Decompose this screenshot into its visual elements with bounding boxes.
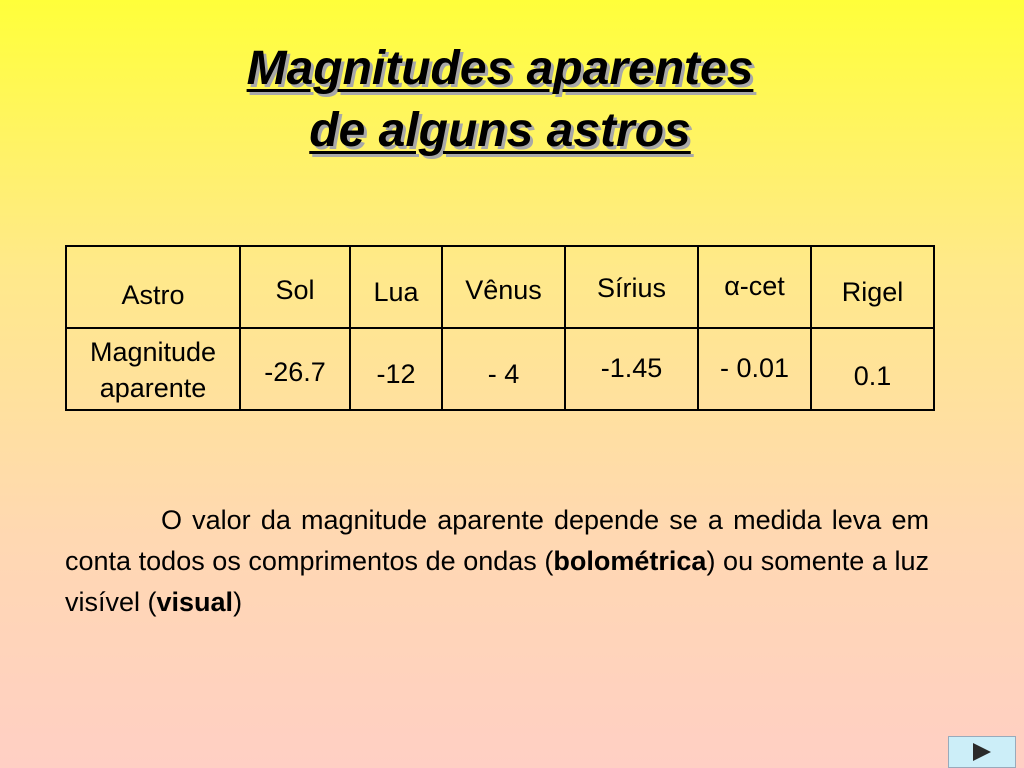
table-cell-value: - 0.01 (698, 328, 811, 410)
table-cell-value: -12 (350, 328, 442, 410)
paragraph-text-3: ) (233, 587, 243, 617)
paragraph-bold-bolometrica: bolométrica (553, 546, 707, 576)
table-cell-name: Lua (350, 246, 442, 328)
table-cell-name: α-cet (698, 246, 811, 328)
title-line-1: Magnitudes aparentes (246, 42, 754, 95)
table-header-astro: Astro (66, 246, 240, 328)
play-arrow-icon (973, 743, 991, 761)
next-slide-button[interactable] (948, 736, 1016, 768)
table-cell-name: Rigel (811, 246, 934, 328)
explanation-paragraph (65, 500, 929, 623)
paragraph-text-2: ) ou somente a luz visível ( (65, 546, 929, 617)
paragraph-text-1: O valor da magnitude aparente depende se a medida leva em conta todos os comprimentos de ondas ( (65, 505, 929, 576)
table-cell-value: -26.7 (240, 328, 350, 410)
table-cell-name: Sírius (565, 246, 698, 328)
table-cell-name: Sol (240, 246, 350, 328)
table-cell-value: 0.1 (811, 328, 934, 410)
table-row-magnitude (66, 328, 934, 410)
table-header-magnitude: Magnitude aparente (66, 328, 240, 410)
title-line-2: de alguns astros (309, 104, 691, 157)
table-cell-value: - 4 (442, 328, 565, 410)
table-cell-name: Vênus (442, 246, 565, 328)
paragraph-bold-visual: visual (156, 587, 234, 617)
table-row-astro (66, 246, 934, 328)
slide-title (0, 38, 1000, 162)
magnitude-table (65, 245, 935, 411)
table-cell-value: -1.45 (565, 328, 698, 410)
